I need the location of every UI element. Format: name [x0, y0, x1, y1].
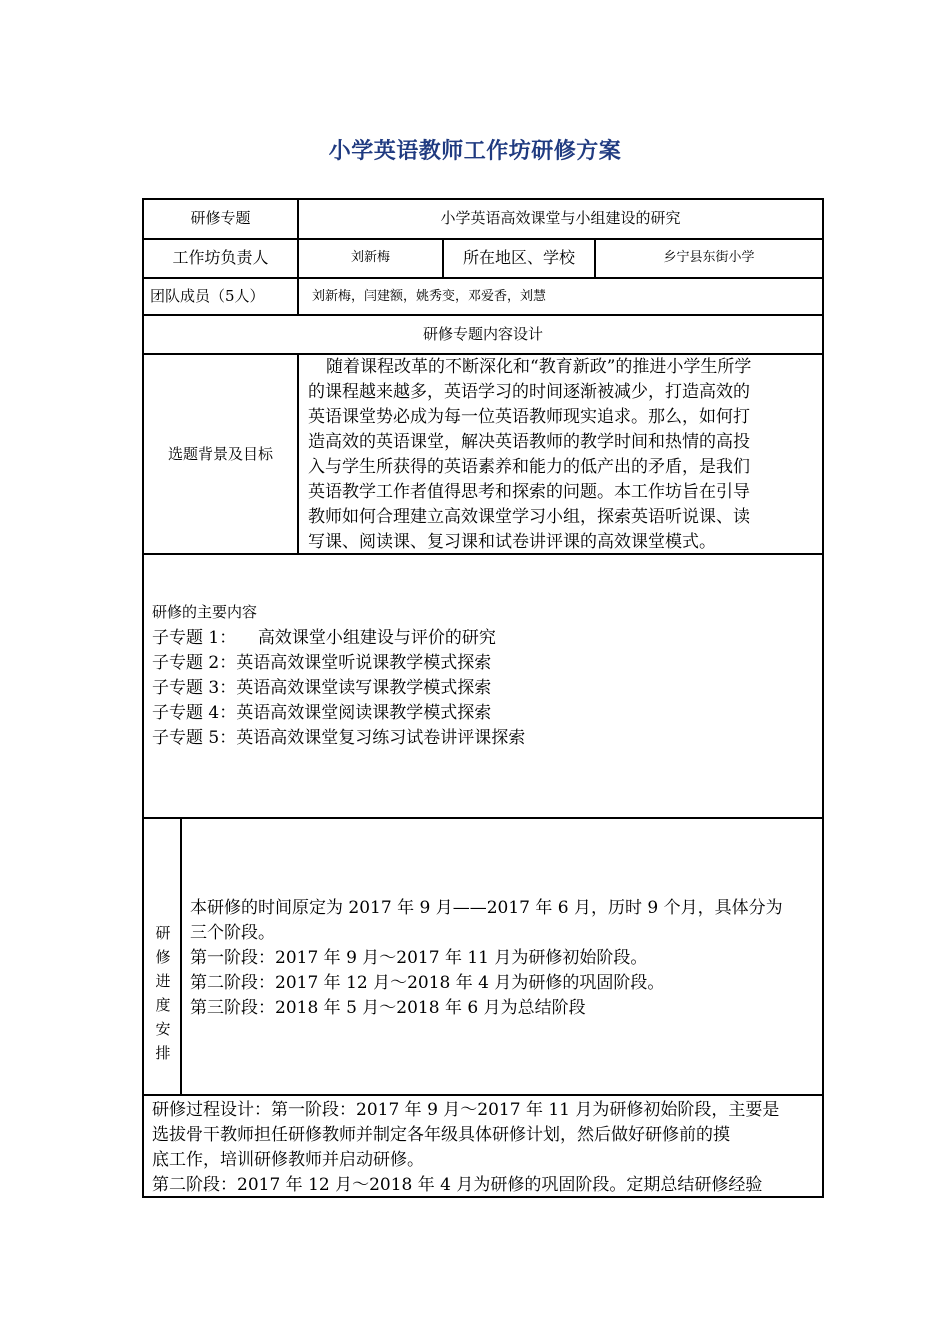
schedule-label-char: 安: [155, 1020, 171, 1038]
subtopic-list: [152, 626, 525, 751]
background-line: 英语教学工作者值得思考和探索的问题。本工作坊旨在引导: [308, 482, 750, 502]
background-line: 造高效的英语课堂，解决英语教师的教学时间和热情的高投: [308, 432, 750, 452]
col-divider: [297, 353, 299, 555]
page-title: 小学英语教师工作坊研修方案: [328, 139, 622, 164]
content-heading: 研修的主要内容: [152, 603, 258, 621]
topic-value: 小学英语高效课堂与小组建设的研究: [440, 209, 681, 227]
schedule-line: 本研修的时间原定为 2017 年 9 月——2017 年 6 月，历时 9 个月，具体分为: [190, 898, 783, 918]
row-divider: [142, 314, 824, 316]
leader-label: 工作坊负责人: [172, 248, 269, 267]
table-border-bottom: [142, 1196, 824, 1198]
schedule-label-char: 研: [155, 924, 171, 942]
subtopic-item: 子专题 3：英语高效课堂读写课教学模式探索: [152, 678, 492, 698]
subtopic-item: 子专题 4：英语高效课堂阅读课教学模式探索: [152, 703, 492, 723]
location-label: 所在地区、学校: [462, 248, 575, 267]
schedule-label-char: 排: [155, 1044, 171, 1062]
process-line: 第二阶段：2017 年 12 月～2018 年 4 月为研修的巩固阶段。定期总结研修经验: [152, 1175, 763, 1195]
subtopic-item: 子专题 1： 高效课堂小组建设与评价的研究: [152, 628, 496, 648]
subtopic-item: 子专题 5：英语高效课堂复习练习试卷讲评课探索: [152, 728, 526, 748]
row-divider: [142, 277, 824, 279]
col-divider: [180, 817, 182, 1096]
subtopic-item: 子专题 2：英语高效课堂听说课教学模式探索: [152, 653, 492, 673]
table-border-right: [822, 198, 824, 1198]
members-label: 团队成员（5人）: [150, 287, 265, 305]
design-header: 研修专题内容设计: [422, 325, 543, 343]
background-line: 教师如何合理建立高效课堂学习小组，探索英语听说课、读: [308, 507, 750, 527]
background-line: 随着课程改革的不断深化和“教育新政”的推进小学生所学: [326, 357, 752, 377]
members-value: 刘新梅，闫建额，姚秀变，邓爱香，刘慧: [312, 289, 547, 304]
background-line: 入与学生所获得的英语素养和能力的低产出的矛盾，是我们: [308, 457, 750, 477]
schedule-label-char: 度: [155, 996, 171, 1014]
background-line: 写课、阅读课、复习课和试卷讲评课的高效课堂模式。: [308, 532, 716, 552]
schedule-line: 三个阶段。: [190, 923, 275, 943]
row-divider: [142, 238, 824, 240]
background-text: [308, 355, 751, 555]
table-border-top: [142, 198, 824, 200]
location-value: 乡宁县东街小学: [663, 250, 755, 265]
schedule-label-char: 修: [155, 948, 171, 966]
process-text: [152, 1098, 779, 1198]
background-label: 选题背景及目标: [167, 445, 273, 463]
schedule-label-char: 进: [155, 972, 171, 990]
row-divider: [142, 1094, 824, 1096]
row-divider: [142, 817, 824, 819]
process-line: 选拔骨干教师担任研修教师并制定各年级具体研修计划，然后做好研修前的摸: [152, 1125, 730, 1145]
table-border-left: [142, 198, 144, 1198]
leader-value: 刘新梅: [350, 250, 390, 265]
process-line: 研修过程设计：第一阶段：2017 年 9 月～2017 年 11 月为研修初始阶段，主要是: [152, 1100, 780, 1120]
background-line: 的课程越来越多，英语学习的时间逐渐被减少，打造高效的: [308, 382, 750, 402]
schedule-line: 第三阶段：2018 年 5 月～2018 年 6 月为总结阶段: [190, 998, 586, 1018]
process-line: 底工作，培训研修教师并启动研修。: [152, 1150, 424, 1170]
schedule-line: 第二阶段：2017 年 12 月～2018 年 4 月为研修的巩固阶段。: [190, 973, 665, 993]
background-line: 英语课堂势必成为每一位英语教师现实追求。那么，如何打: [308, 407, 750, 427]
schedule-text: [190, 896, 783, 1021]
schedule-line: 第一阶段：2017 年 9 月～2017 年 11 月为研修初始阶段。: [190, 948, 648, 968]
topic-label: 研修专题: [190, 209, 251, 227]
